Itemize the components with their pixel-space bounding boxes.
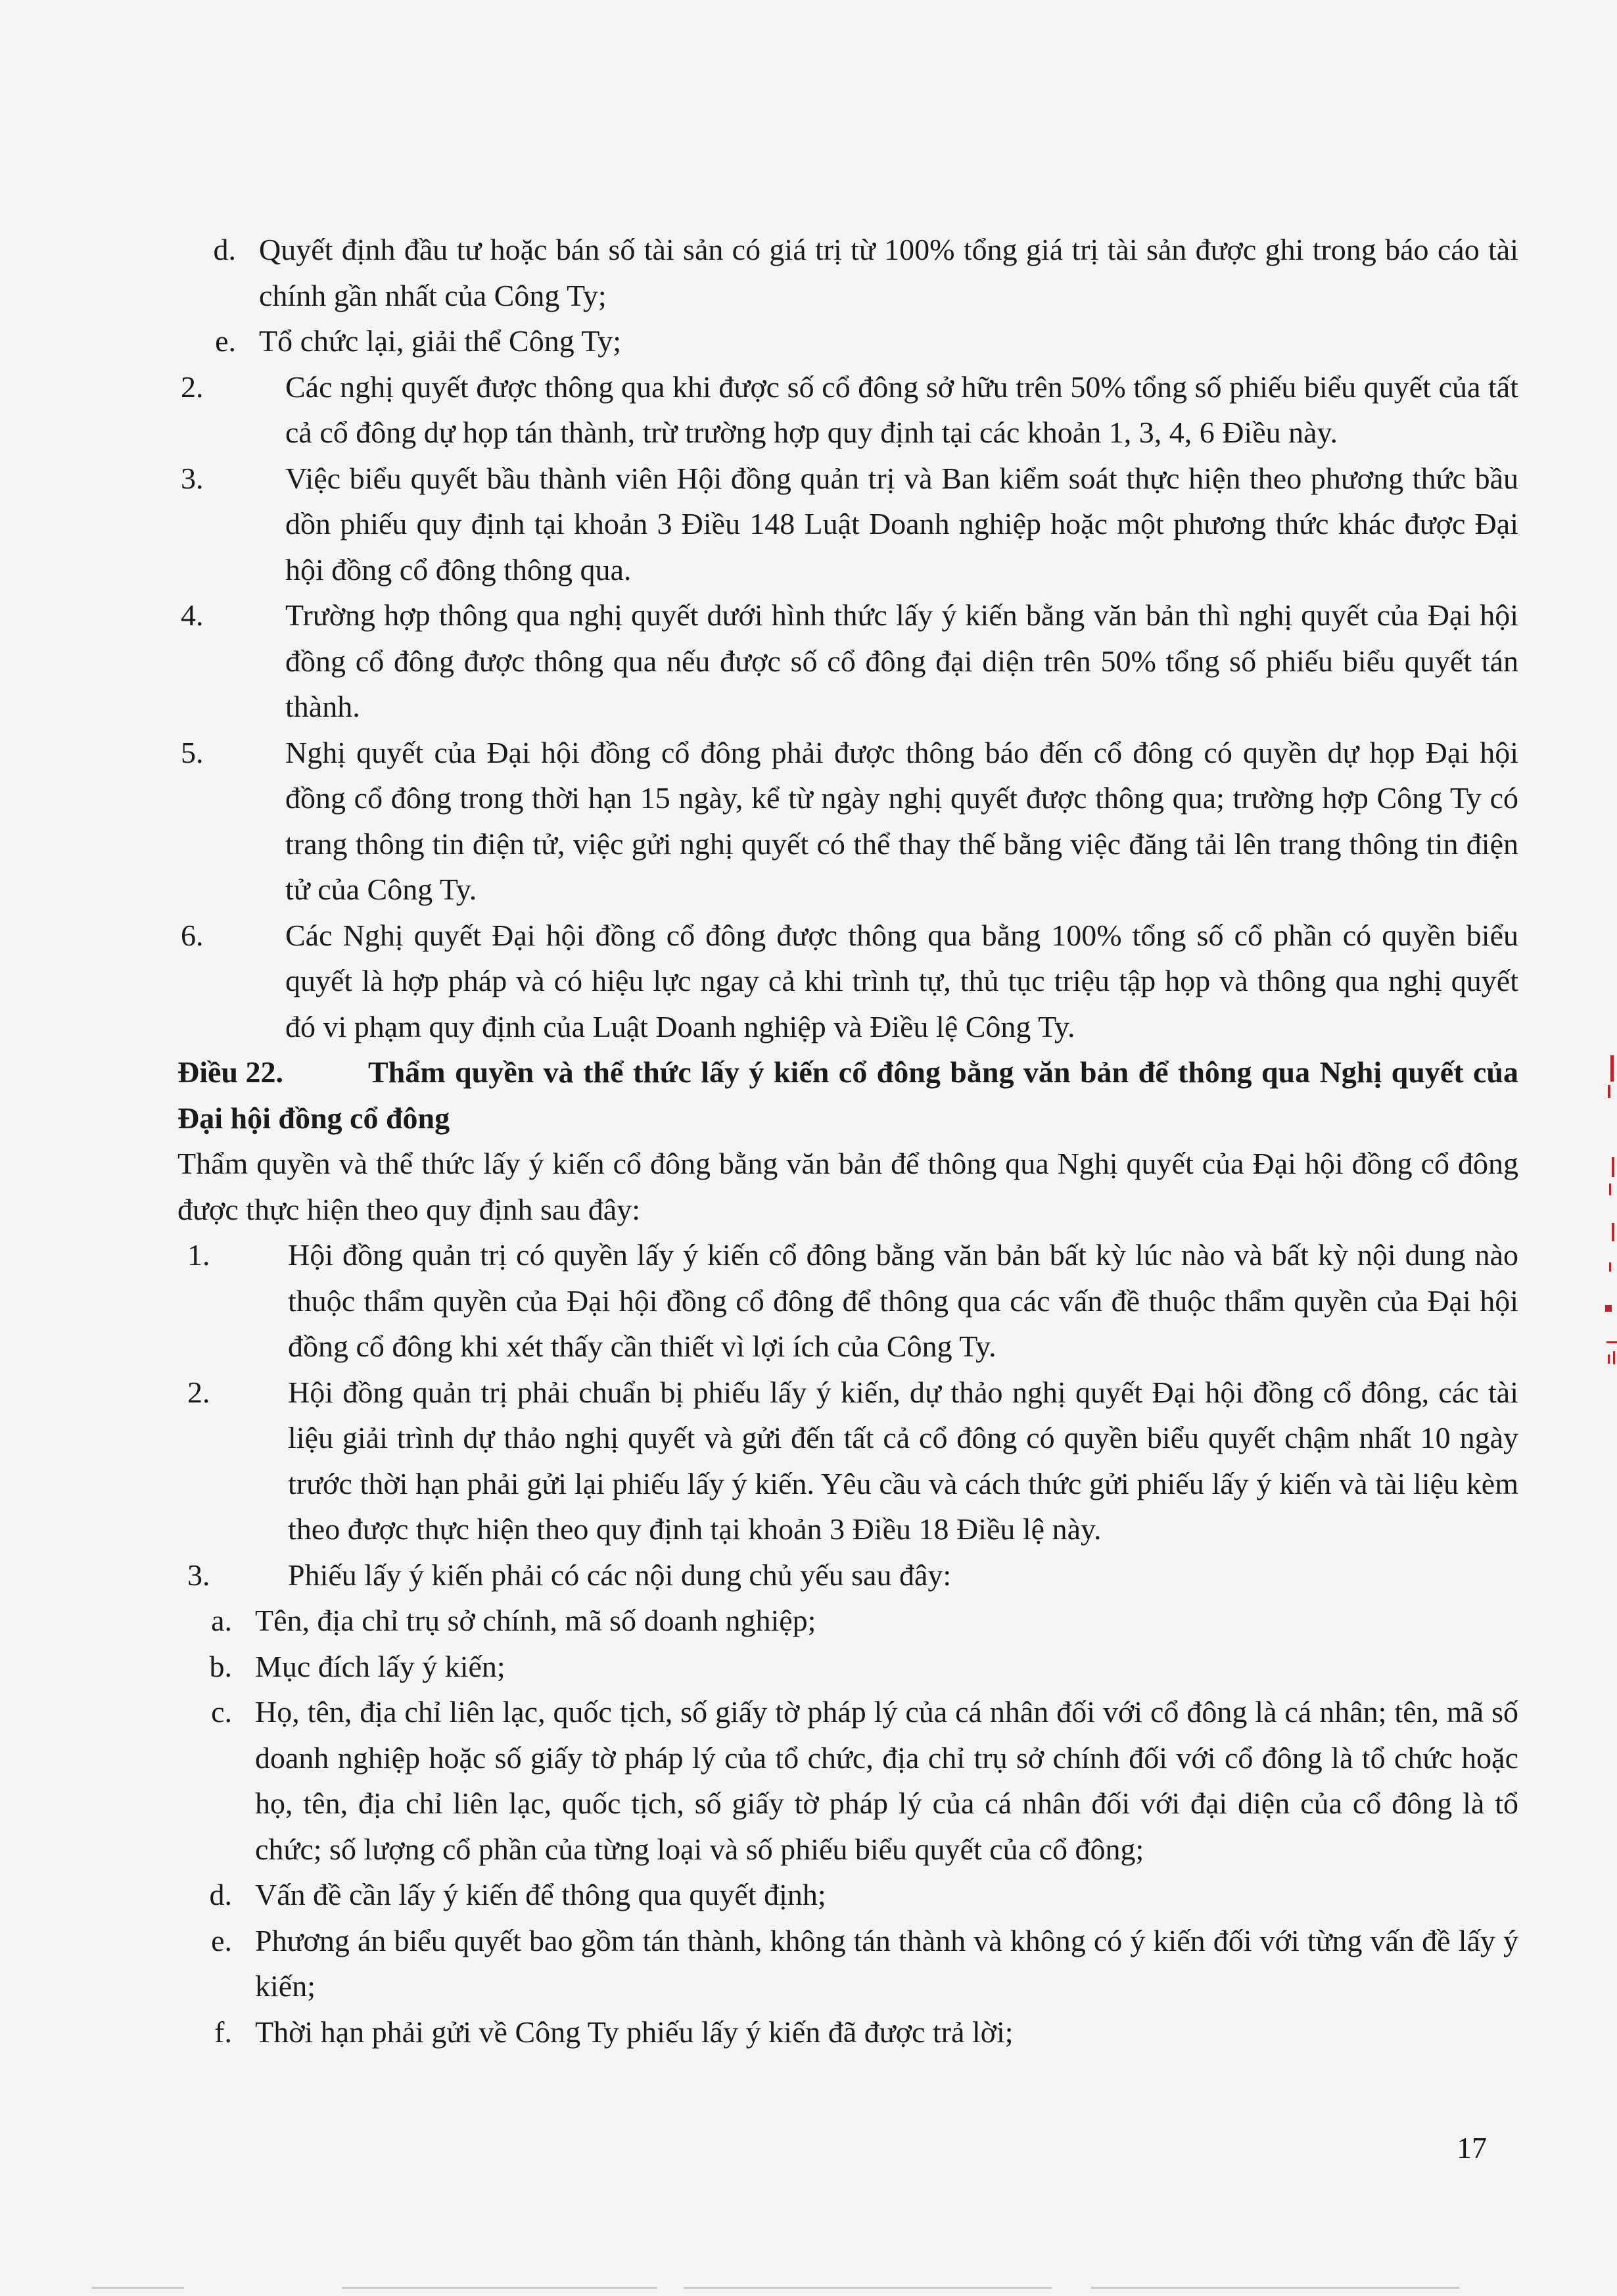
list-text: Tên, địa chỉ trụ sở chính, mã số doanh nghiệp; [255, 1604, 816, 1637]
list-text: Mục đích lấy ý kiến; [255, 1649, 505, 1683]
list-text: Phiếu lấy ý kiến phải có các nội dung chủ yếu sau đây: [288, 1558, 952, 1592]
list-item [177, 318, 1518, 364]
list-item [177, 1370, 1518, 1552]
list-item [177, 456, 1518, 593]
list-marker: 6. [181, 918, 204, 952]
list-item [177, 1644, 1518, 1690]
list-item [177, 730, 1518, 913]
article-intro: Thẩm quyền và thể thức lấy ý kiến cổ đông bằng văn bản để thông qua Nghị quyết của Đại hội đồng cổ đông được thực hiện theo quy định sau đây: [177, 1147, 1518, 1226]
list-marker: d. [213, 233, 236, 266]
list-marker: d. [209, 1878, 232, 1911]
article-title: Thẩm quyền và thể thức lấy ý kiến cổ đông bằng văn bản để thông qua Nghị quyết của Đại hội đồng cổ đông [177, 1055, 1518, 1135]
list-marker: 5. [181, 735, 204, 769]
list-marker: b. [209, 1649, 232, 1683]
list-marker: 2. [187, 1375, 210, 1409]
page-content [177, 227, 1518, 2055]
list-item [177, 592, 1518, 730]
list-text: Hội đồng quản trị có quyền lấy ý kiến cổ đông bằng văn bản bất kỳ lúc nào và bất kỳ nội dung nào thuộc thẩm quyền của Đại hội đồng cổ đông để thông qua các vấn đề thuộc thẩm quyền của Đại hội đồng cổ đông khi xét thấy cần thiết vì lợi ích của Công Ty. [288, 1238, 1518, 1363]
list-text: Các Nghị quyết Đại hội đồng cổ đông được thông qua bằng 100% tổng số cổ phần có quyền biểu quyết là hợp pháp và có hiệu lực ngay cả khi trình tự, thủ tục triệu tập họp và thông qua nghị quyết đó vi phạm quy định của Luật Doanh nghiệp và Điều lệ Công Ty. [285, 918, 1518, 1043]
list-marker: e. [211, 1923, 232, 1957]
list-marker: 4. [181, 598, 204, 632]
list-text: Phương án biểu quyết bao gồm tán thành, không tán thành và không có ý kiến đối với từng vấn đề lấy ý kiến; [255, 1923, 1518, 2003]
list-text: Việc biểu quyết bầu thành viên Hội đồng quản trị và Ban kiểm soát thực hiện theo phương thức bầu dồn phiếu quy định tại khoản 3 Điều 148 Luật Doanh nghiệp hoặc một phương thức khác được Đại hội đồng cổ đông thông qua. [285, 461, 1518, 586]
list-text: Tổ chức lại, giải thể Công Ty; [259, 324, 622, 358]
list-text: Các nghị quyết được thông qua khi được số cổ đông sở hữu trên 50% tổng số phiếu biểu quyết của tất cả cổ đông dự họp tán thành, trừ trường hợp quy định tại các khoản 1, 3, 4, 6 Điều này. [285, 370, 1518, 449]
list-marker: f. [214, 2015, 232, 2049]
list-text: Quyết định đầu tư hoặc bán số tài sản có giá trị từ 100% tổng giá trị tài sản được ghi trong báo cáo tài chính gần nhất của Công Ty; [259, 233, 1518, 312]
list-marker: e. [215, 324, 236, 358]
list-text: Vấn đề cần lấy ý kiến để thông qua quyết định; [255, 1878, 826, 1911]
list-marker: 3. [187, 1558, 210, 1592]
list-marker: 2. [181, 370, 204, 404]
list-text: Thời hạn phải gửi về Công Ty phiếu lấy ý kiến đã được trả lời; [255, 2015, 1014, 2049]
list-item [177, 913, 1518, 1050]
list-item [177, 227, 1518, 318]
article-number: Điều 22. [177, 1055, 283, 1089]
list-item [177, 1598, 1518, 1644]
list-item [177, 1232, 1518, 1370]
list-item [177, 364, 1518, 456]
article-heading [177, 1049, 1518, 1141]
list-marker: a. [211, 1604, 232, 1637]
list-text: Hội đồng quản trị phải chuẩn bị phiếu lấy ý kiến, dự thảo nghị quyết Đại hội đồng cổ đông, các tài liệu giải trình dự thảo nghị quyết và gửi đến tất cả cổ đông có quyền biểu quyết chậm nhất 10 ngày trước thời hạn phải gửi lại phiếu lấy ý kiến. Yêu cầu và cách thức gửi phiếu lấy ý kiến và tài liệu kèm theo được thực hiện theo quy định tại khoản 3 Điều 18 Điều lệ này. [288, 1375, 1518, 1546]
list-item [177, 2009, 1518, 2055]
list-marker: 1. [187, 1238, 210, 1272]
list-marker: 3. [181, 461, 204, 495]
list-item [177, 1552, 1518, 1598]
list-item [177, 1918, 1518, 2009]
list-text: Nghị quyết của Đại hội đồng cổ đông phải được thông báo đến cổ đông có quyền dự họp Đại hội đồng cổ đông trong thời hạn 15 ngày, kể từ ngày nghị quyết được thông qua; trường hợp Công Ty có trang thông tin điện tử, việc gửi nghị quyết có thể thay thế bằng việc đăng tải lên trang thông tin điện tử của Công Ty. [285, 735, 1518, 906]
list-text: Trường hợp thông qua nghị quyết dưới hình thức lấy ý kiến bằng văn bản thì nghị quyết của Đại hội đồng cổ đông được thông qua nếu được số cổ đông đại diện trên 50% tổng số phiếu biểu quyết tán thành. [285, 598, 1518, 723]
list-item [177, 1689, 1518, 1872]
list-item [177, 1872, 1518, 1918]
list-marker: c. [211, 1695, 232, 1729]
page-number: 17 [1457, 2131, 1487, 2164]
list-text: Họ, tên, địa chỉ liên lạc, quốc tịch, số giấy tờ pháp lý của cá nhân đối với cổ đông là cá nhân; tên, mã số doanh nghiệp hoặc số giấy tờ pháp lý của tổ chức, địa chỉ trụ sở chính đối với cổ đông là tổ chức hoặc họ, tên, địa chỉ liên lạc, quốc tịch, số giấy tờ pháp lý của cá nhân đối với đại diện của cổ đông là tổ chức; số lượng cổ phần của từng loại và số phiếu biểu quyết của cổ đông; [255, 1695, 1518, 1866]
